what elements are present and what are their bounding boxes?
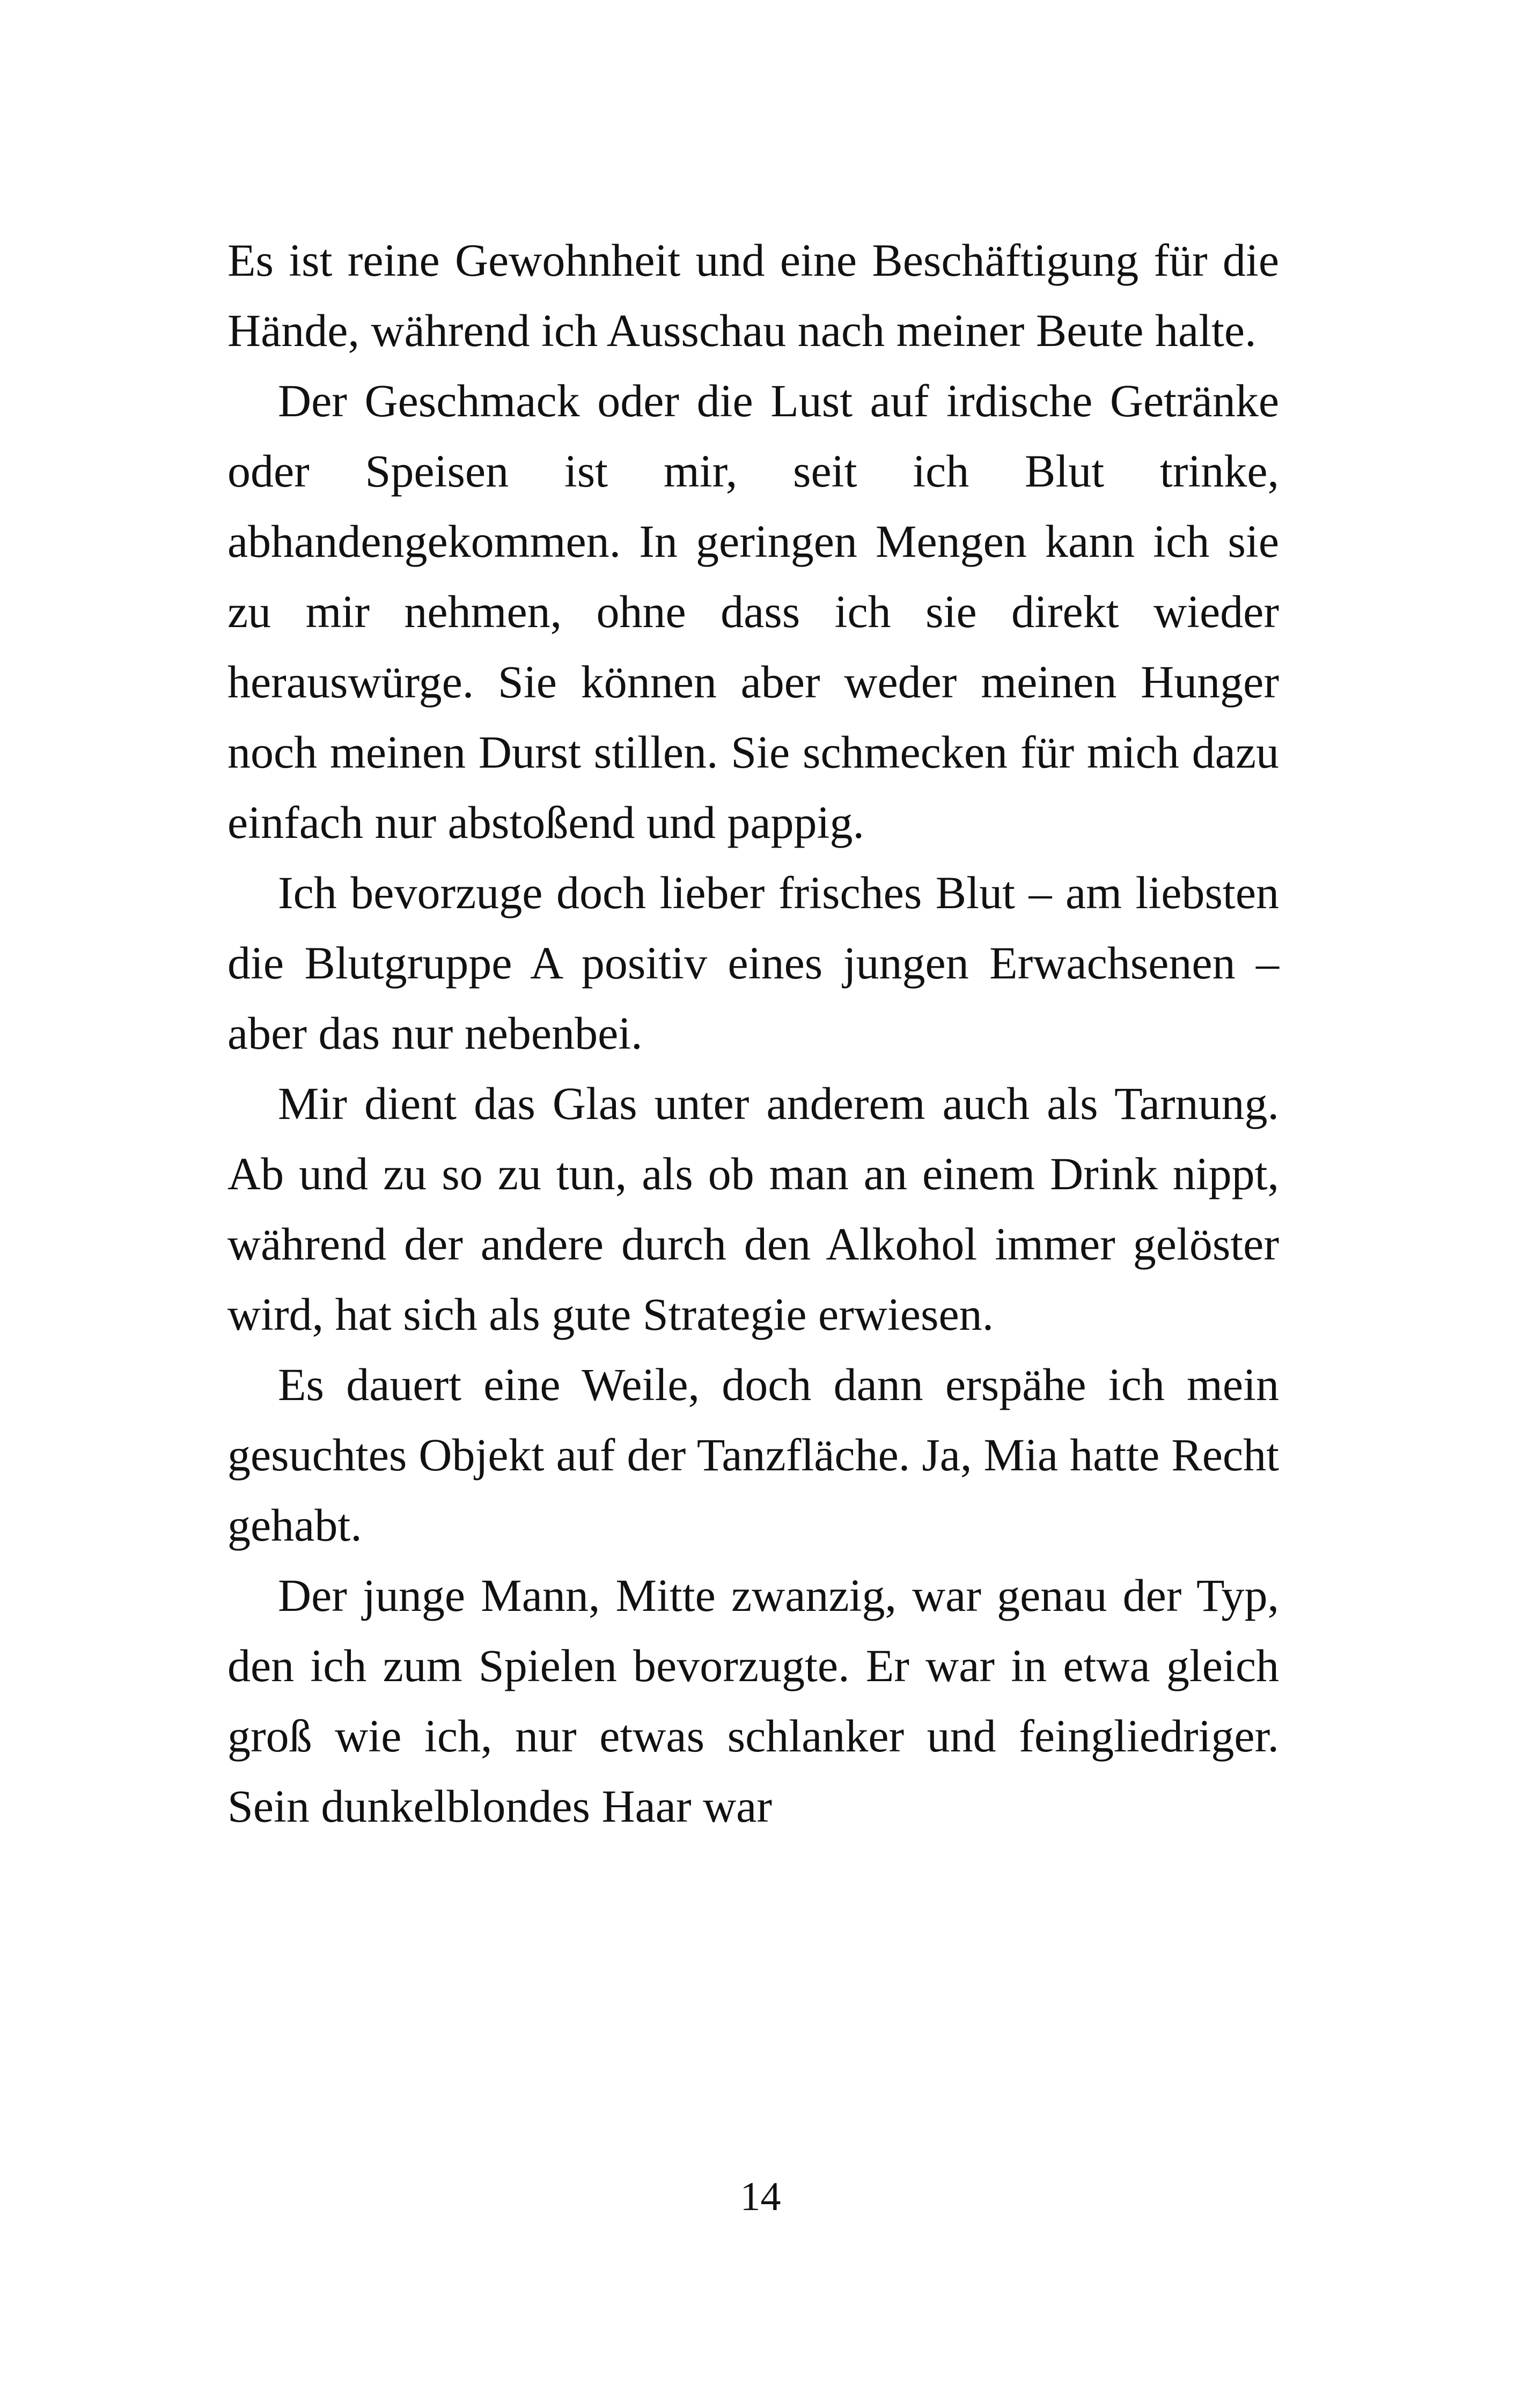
page-number: 14 (740, 2174, 781, 2219)
paragraph-4: Mir dient das Glas unter anderem auch als Tarnung. Ab und zu so zu tun, als ob man an einem Drink nippt, während der andere durch den Alkohol immer gelöster wird, hat sich als gute Strategie erwiesen. (227, 1078, 1279, 1340)
body-text (227, 225, 1279, 1842)
paragraph-3: Ich bevorzuge doch lieber frisches Blut – am liebsten die Blutgruppe A positiv eines jungen Erwachsenen – aber das nur nebenbei. (227, 867, 1279, 1059)
paragraph-5: Es dauert eine Weile, doch dann erspähe ich mein gesuchtes Objekt auf der Tanzfläche. Ja, Mia hatte Recht gehabt. (227, 1359, 1279, 1551)
paragraph-6: Der junge Mann, Mitte zwanzig, war genau der Typ, den ich zum Spielen bevorzugte. Er war in etwa gleich groß wie ich, nur etwas schlanker und feingliedriger. Sein dunkelblondes Haar war (227, 1570, 1279, 1832)
paragraph-1: Es ist reine Gewohnheit und eine Beschäftigung für die Hände, während ich Ausschau nach meiner Beute halte. (227, 234, 1279, 356)
paragraph-2: Der Geschmack oder die Lust auf irdische Getränke oder Speisen ist mir, seit ich Blut trinke, abhandengekommen. In geringen Mengen kann ich sie zu mir nehmen, ohne dass ich sie direkt wieder herauswürge. Sie können aber weder meinen Hunger noch meinen Durst stillen. Sie schmecken für mich dazu einfach nur abstoßend und pappig. (227, 375, 1279, 848)
